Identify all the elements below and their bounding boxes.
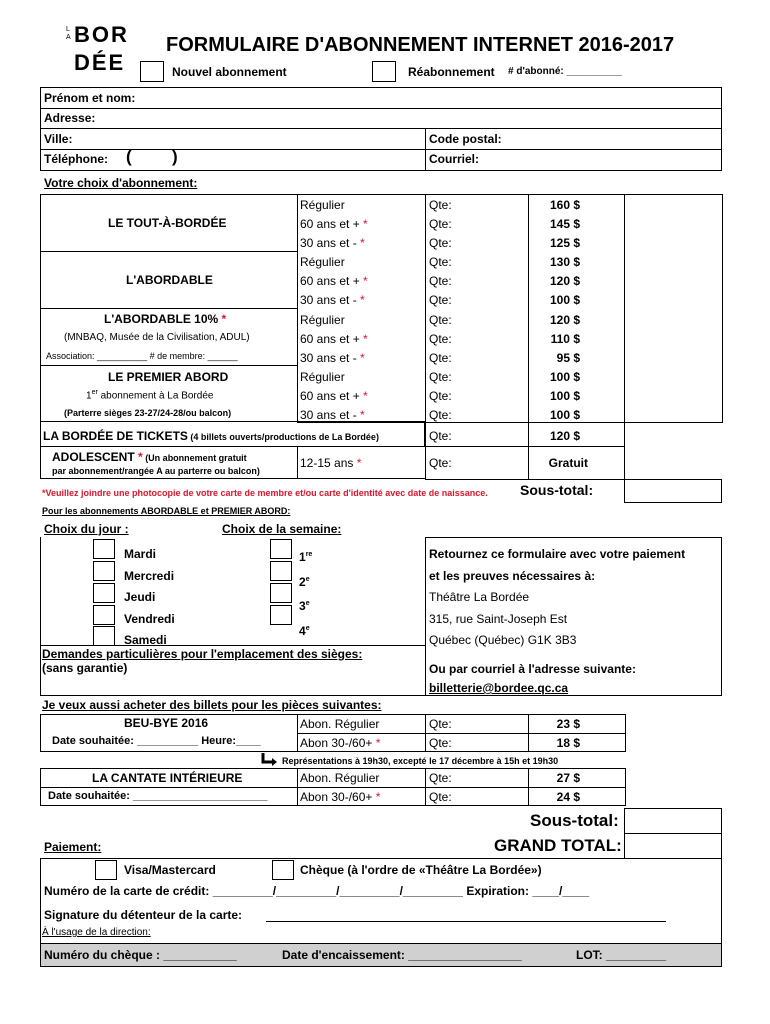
card-number-field[interactable]: Numéro de la carte de crédit: _________/_________/_________/_________ Expiration: ____/____ — [44, 884, 590, 898]
show2-type2: Abon 30-/60+ * — [300, 790, 381, 804]
qty-column[interactable]: Qte: Qte: Qte: Qte: Qte: Qte: Qte: Qte: Qte: Qte: Qte: Qte: — [429, 198, 452, 423]
qty-ado[interactable]: Qte: — [429, 456, 452, 470]
logo-bor: BOR — [74, 22, 129, 47]
renewal-label: Réabonnement — [408, 65, 495, 79]
choice-title: Votre choix d'abonnement: — [44, 176, 198, 190]
phone-paren-open: ( — [126, 147, 132, 166]
type-senior: 60 ans et + * — [300, 274, 368, 289]
subtotal2-label: Sous-total: — [530, 811, 619, 830]
type-young: 30 ans et - * — [300, 236, 365, 251]
phone-paren-close: ) — [172, 147, 178, 166]
lot-field[interactable]: LOT: _________ — [576, 948, 667, 962]
address-field[interactable]: Adresse: — [44, 111, 96, 125]
show2-qty1[interactable]: Qte: — [429, 771, 452, 785]
day-checkbox-samedi[interactable] — [93, 626, 115, 646]
type-young: 30 ans et - * — [300, 408, 365, 423]
show1-date[interactable]: Date souhaitée: __________ Heure:____ — [52, 735, 261, 747]
visa-label: Visa/Mastercard — [124, 863, 216, 877]
type-regular: Régulier — [300, 312, 345, 327]
grand-total-box[interactable] — [624, 833, 722, 859]
return-info: Retournez ce formulaire avec votre paiement et les preuves nécessaires à: Théâtre La Bordée 315, rue Saint-Joseph Est Québec (Québec) G1K 3B3 — [429, 547, 686, 647]
form-title: FORMULAIRE D'ABONNEMENT INTERNET 2016-2017 — [166, 34, 675, 56]
cheque-checkbox[interactable] — [272, 860, 294, 880]
grand-total-label: GRAND TOTAL: — [494, 836, 622, 855]
postal-code-field[interactable]: Code postal: — [429, 132, 502, 146]
pkg-abordable10-line2: (MNBAQ, Musée de la Civilisation, ADUL) — [64, 332, 250, 343]
cheque-label: Chèque (à l'ordre de «Théâtre La Bordée») — [300, 863, 542, 877]
show2-type1: Abon. Régulier — [300, 771, 380, 785]
price-tickets: 120 $ — [549, 429, 580, 443]
cash-date-field[interactable]: Date d'encaissement: _________________ — [282, 948, 522, 962]
cheque-number-field[interactable]: Numéro du chèque : ___________ — [44, 948, 237, 962]
day-checkbox-mardi[interactable] — [93, 539, 115, 559]
show2-name: LA CANTATE INTÉRIEURE — [92, 771, 243, 785]
type-senior: 60 ans et + * — [300, 331, 368, 346]
pkg-abordable10-line3: Association: __________ # de membre: ______ — [46, 351, 238, 361]
day-checkbox-mercredi[interactable] — [93, 561, 115, 581]
pkg-tickets-name: LA BORDÉE DE TICKETS (4 billets ouverts/productions de La Bordée) — [43, 429, 379, 443]
type-column — [300, 196, 368, 425]
type-young: 30 ans et - * — [300, 293, 365, 308]
show1-price2: 18 $ — [556, 736, 580, 750]
week-checkbox-3[interactable] — [270, 583, 292, 603]
subscriber-number: # d'abonné: __________ — [508, 66, 623, 77]
logo-la: L A — [66, 26, 71, 41]
renewal-checkbox[interactable] — [372, 61, 396, 82]
return-email-label: Ou par courriel à l'adresse suivante: — [429, 662, 636, 676]
show1-price1: 23 $ — [556, 717, 580, 731]
show1-type1: Abon. Régulier — [300, 717, 380, 731]
week-choice-title: Choix de la semaine: — [222, 522, 342, 536]
signature-line[interactable] — [266, 921, 666, 922]
requests-box[interactable] — [40, 646, 426, 696]
name-field[interactable]: Prénom et nom: — [44, 91, 136, 105]
requests-subtitle: (sans garantie) — [42, 661, 128, 675]
pkg-ado-note: par abonnement/rangée A au parterre ou balcon) — [52, 466, 260, 476]
day-choice-title: Choix du jour : — [44, 522, 129, 536]
extra-title: Je veux aussi acheter des billets pour les pièces suivantes: — [42, 698, 382, 712]
new-subscription-label: Nouvel abonnement — [172, 65, 287, 79]
show1-qty1[interactable]: Qte: — [429, 717, 452, 731]
reps-note: Représentations à 19h30, excepté le 17 décembre à 15h et 19h30 — [282, 756, 559, 766]
subtotal-label: Sous-total: — [520, 482, 594, 498]
direction-note: À l'usage de la direction: — [42, 927, 151, 938]
pkg-premier-line2: 1er abonnement à La Bordée — [86, 389, 214, 402]
show2-qty2[interactable]: Qte: — [429, 790, 452, 804]
type-regular: Régulier — [300, 198, 345, 212]
price-column: 160 $ 145 $ 125 $ 130 $ 120 $ 100 $ 120 $ 110 $ 95 $ 100 $ 100 $ 100 $ — [549, 198, 580, 423]
for-subs-note: Pour les abonnements ABORDABLE et PREMIER ABORD: — [42, 506, 291, 516]
show1-type2: Abon 30-/60+ * — [300, 736, 381, 750]
arrow-icon — [260, 752, 278, 766]
show2-price2: 24 $ — [556, 790, 580, 804]
day-labels: Mardi Mercredi Jeudi Vendredi Samedi — [124, 547, 175, 647]
logo-dee: DÉE — [74, 50, 126, 75]
return-email-link[interactable]: billetterie@bordee.qc.ca — [429, 681, 569, 695]
email-field[interactable]: Courriel: — [429, 152, 480, 166]
week-checkbox-1[interactable] — [270, 539, 292, 559]
week-checkbox-4[interactable] — [270, 605, 292, 625]
subtotal-box[interactable] — [624, 479, 722, 503]
subtotal2-box[interactable] — [624, 808, 722, 834]
type-regular: Régulier — [300, 369, 345, 384]
contact-block — [40, 87, 722, 171]
show2-price1: 27 $ — [556, 771, 580, 785]
payment-title: Paiement: — [44, 840, 102, 854]
type-senior: 60 ans et + * — [300, 217, 368, 232]
footnote: *Veuillez joindre une photocopie de votre carte de membre et/ou carte d'identité avec date de naissance. — [42, 488, 488, 498]
type-young: 30 ans et - * — [300, 350, 365, 365]
show1-qty2[interactable]: Qte: — [429, 736, 452, 750]
signature-label: Signature du détenteur de la carte: — [44, 908, 243, 922]
show1-name: BEU-BYE 2016 — [124, 716, 209, 730]
day-checkbox-vendredi[interactable] — [93, 605, 115, 625]
week-checkbox-2[interactable] — [270, 561, 292, 581]
pkg-abordable10-name: L'ABORDABLE 10% * — [104, 312, 227, 326]
pkg-premier-line3: (Parterre sièges 23-27/24-28/ou balcon) — [64, 408, 232, 418]
day-checkbox-jeudi[interactable] — [93, 583, 115, 603]
pkg-ado-name: ADOLESCENT * (Un abonnement gratuit — [52, 450, 247, 464]
pkg-abordable-name: L'ABORDABLE — [126, 273, 213, 287]
show2-date[interactable]: Date souhaitée: ______________________ — [48, 790, 268, 802]
visa-checkbox[interactable] — [95, 860, 117, 880]
city-field[interactable]: Ville: — [44, 132, 73, 146]
pkg-tout-name: LE TOUT-À-BORDÉE — [108, 216, 227, 230]
pkg-premier-name: LE PREMIER ABORD — [108, 370, 229, 384]
type-regular: Régulier — [300, 255, 345, 270]
type-ado-age: 12-15 ans * — [300, 456, 362, 470]
price-ado: Gratuit — [548, 456, 588, 470]
logo — [64, 22, 129, 82]
qty-tickets[interactable]: Qte: — [429, 429, 452, 443]
week-labels: 1re 2e 3e 4e — [299, 550, 313, 638]
type-senior: 60 ans et + * — [300, 388, 368, 403]
requests-title: Demandes particulières pour l'emplacement des sièges: — [42, 647, 363, 661]
new-subscription-checkbox[interactable] — [140, 61, 164, 82]
phone-field[interactable]: Téléphone: — [44, 152, 109, 166]
